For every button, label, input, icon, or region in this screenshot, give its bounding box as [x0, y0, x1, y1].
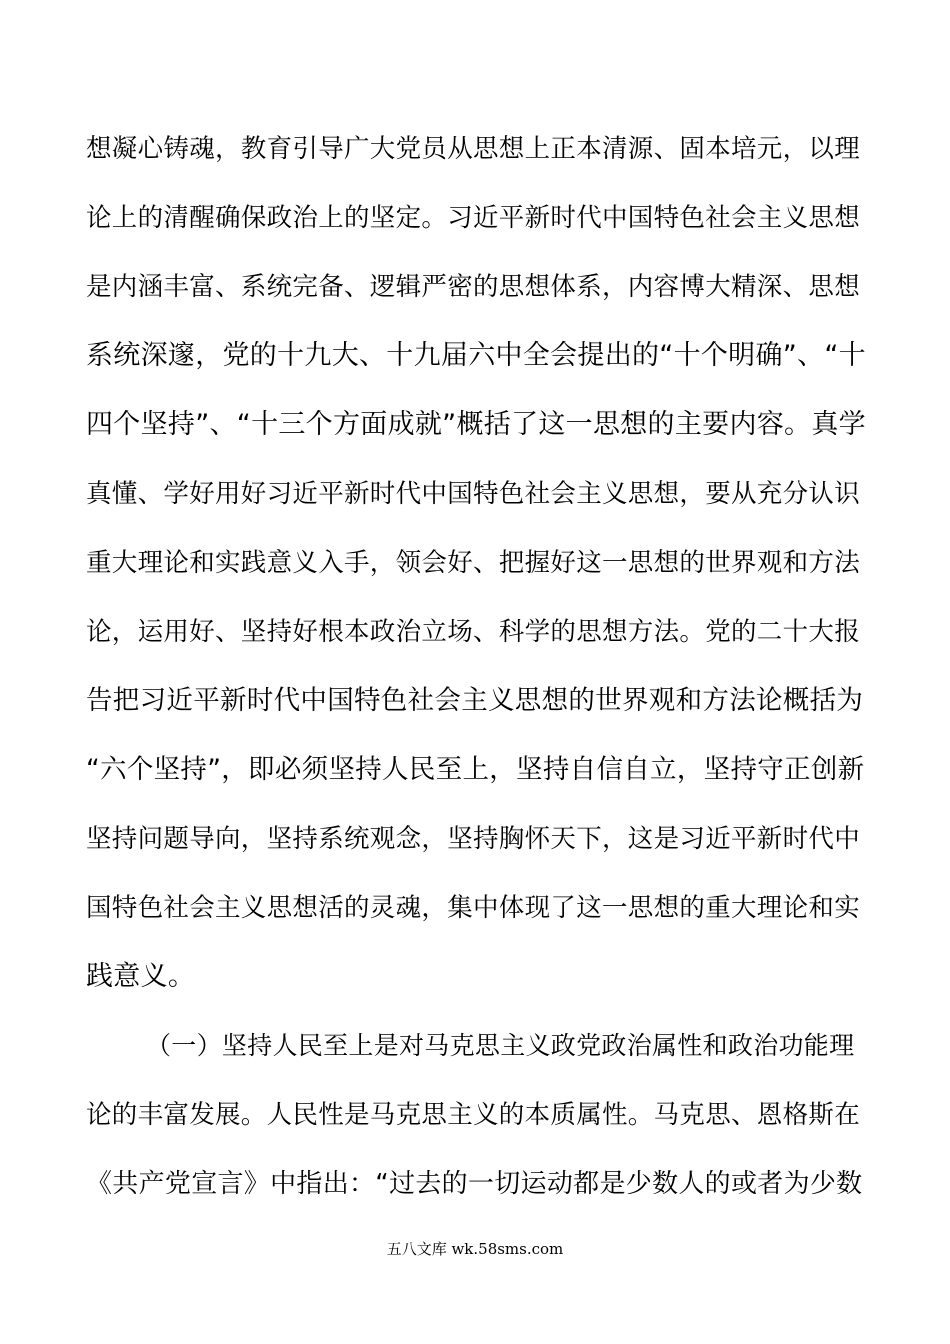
text-line-10: “六个坚持”，即必须坚持人民至上，坚持自信自立，坚持守正创新	[86, 754, 865, 785]
text-line-2: 论上的清醒确保政治上的坚定。习近平新时代中国特色社会主义思想	[86, 203, 861, 233]
text-line-1: 想凝心铸魂，教育引导广大党员从思想上正本清源、固本培元，以理	[86, 134, 861, 164]
text-line-13: 践意义。	[86, 961, 196, 992]
text-line-6: 真懂、学好用好习近平新时代中国特色社会主义思想，要从充分认识	[86, 479, 861, 509]
text-line-15: 论的丰富发展。人民性是马克思主义的本质属性。马克思、恩格斯在	[86, 1100, 861, 1130]
text-line-12: 国特色社会主义思想活的灵魂，集中体现了这一思想的重大理论和实	[86, 893, 861, 923]
paragraph-start-line: （一）坚持人民至上是对马克思主义政党政治属性和政治功能理	[146, 1031, 855, 1060]
page-footer: 五八文库 wk.58sms.com	[386, 1240, 564, 1258]
text-line-11: 坚持问题导向，坚持系统观念，坚持胸怀天下，这是习近平新时代中	[86, 824, 861, 854]
text-line-7: 重大理论和实践意义入手，领会好、把握好这一思想的世界观和方法	[86, 548, 861, 578]
text-line-5: 四个坚持”、“十三个方面成就”概括了这一思想的主要内容。真学	[86, 409, 866, 440]
text-line-8: 论，运用好、坚持好根本政治立场、科学的思想方法。党的二十大报	[86, 617, 861, 647]
text-line-16: 《共产党宣言》中指出：“过去的一切运动都是少数人的或者为少数	[86, 1169, 863, 1199]
text-line-9: 告把习近平新时代中国特色社会主义思想的世界观和方法论概括为	[86, 685, 864, 716]
text-line-4: 系统深邃，党的十九大、十九届六中全会提出的“十个明确”、“十	[86, 340, 866, 371]
text-line-3: 是内涵丰富、系统完备、逻辑严密的思想体系，内容博大精深、思想	[86, 272, 861, 302]
